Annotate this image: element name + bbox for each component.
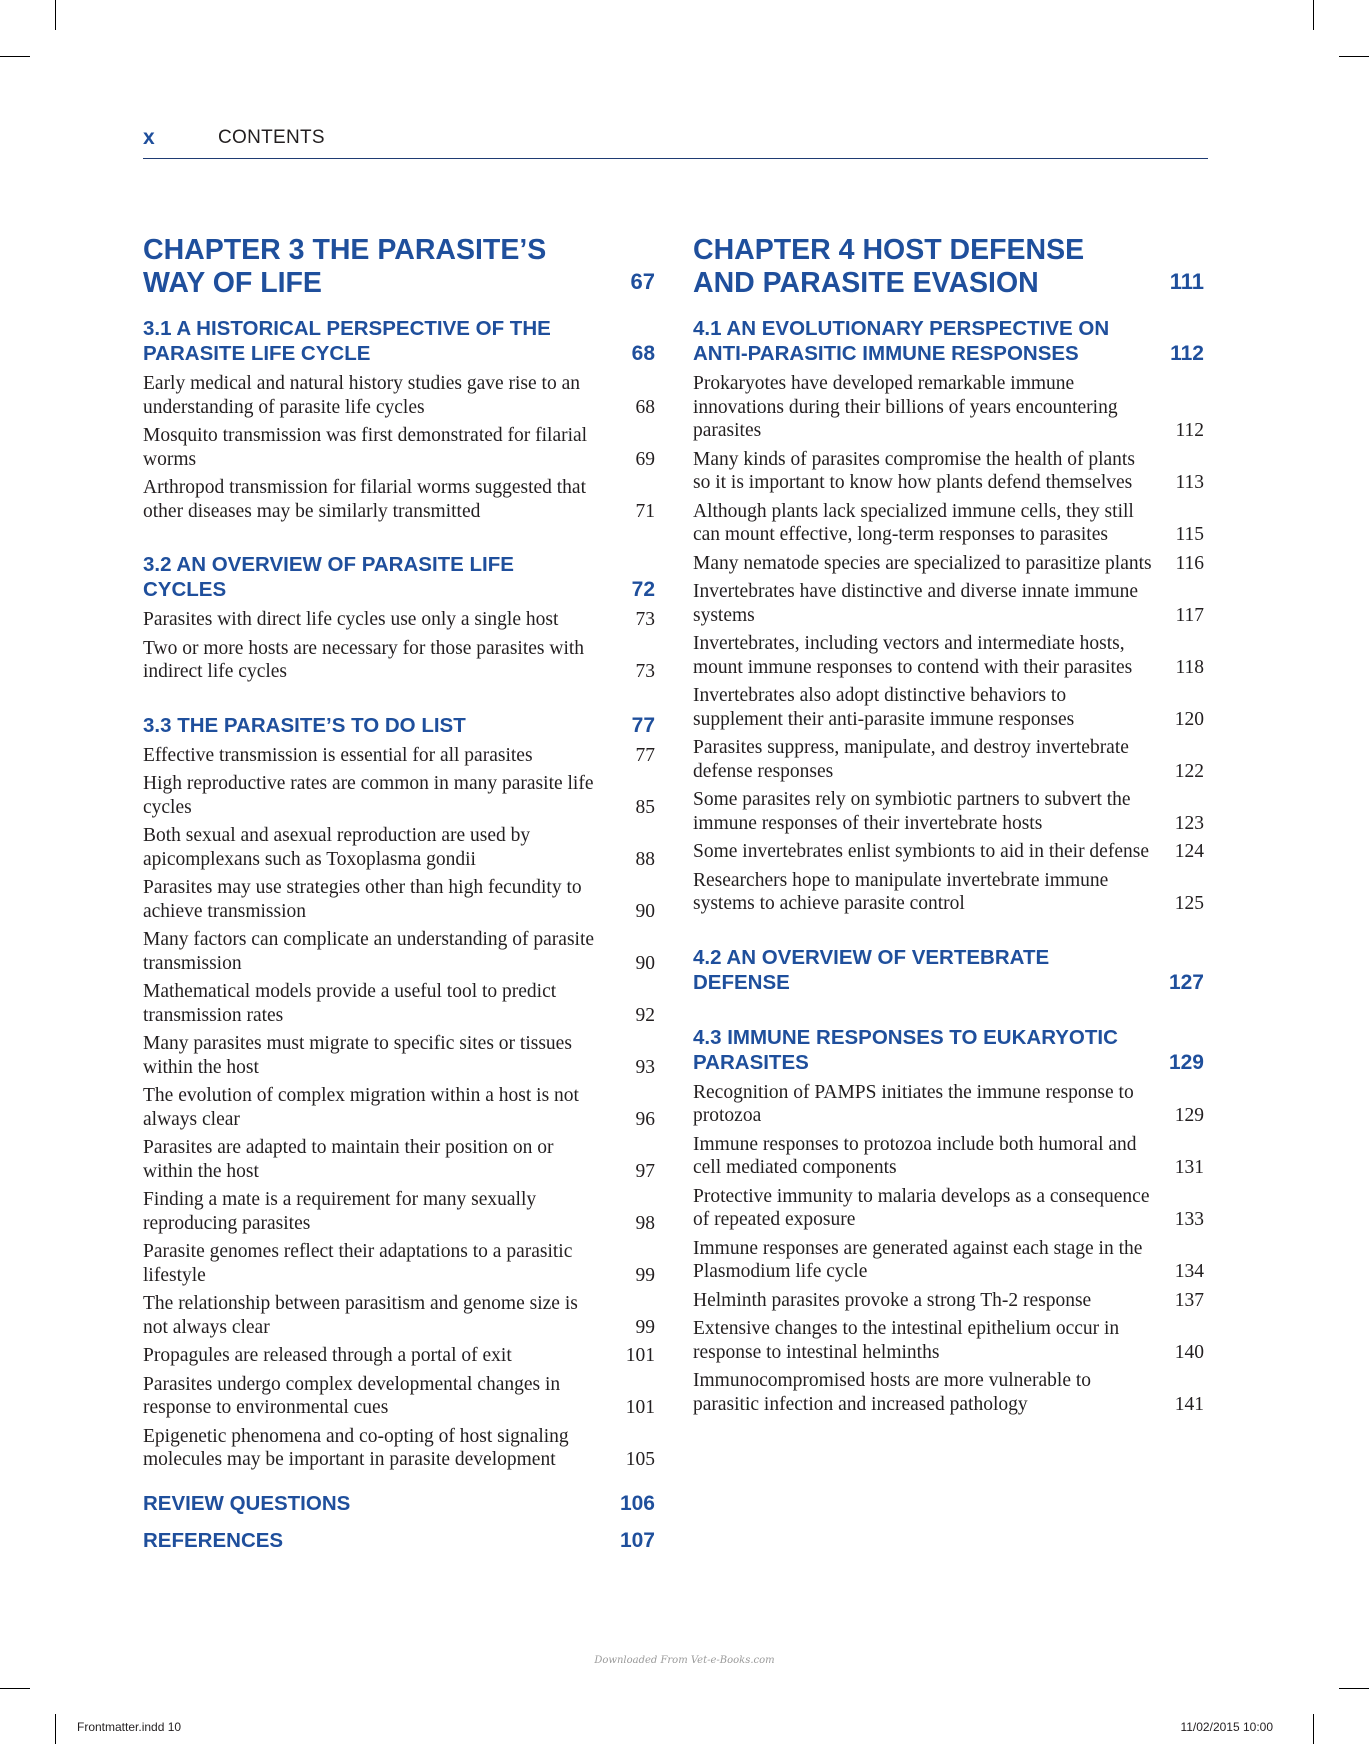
toc-entry[interactable] (143, 637, 655, 684)
toc-entry[interactable] (693, 580, 1204, 627)
entry-page: 99 (635, 1316, 655, 1338)
crop-mark (55, 0, 56, 30)
crop-mark (1313, 0, 1314, 30)
toc-entry[interactable] (143, 1136, 655, 1183)
entry-text: High reproductive rates are common in many parasite life cycles (143, 773, 594, 818)
entry-page: 85 (635, 796, 655, 818)
entry-page: 93 (635, 1056, 655, 1078)
crop-mark (1313, 1714, 1314, 1744)
chapter-heading[interactable] (143, 234, 655, 300)
toc-entry[interactable] (143, 476, 655, 523)
toc-entry[interactable] (143, 608, 655, 632)
toc-column-right (693, 234, 1204, 1421)
section-heading[interactable] (143, 713, 655, 738)
entry-text: Extensive changes to the intestinal epithelium occur in response to intestinal helminths (693, 1318, 1120, 1363)
toc-entry[interactable] (693, 500, 1204, 547)
crop-mark (55, 1714, 56, 1744)
entry-page: 140 (1174, 1341, 1204, 1363)
section-page: 127 (1168, 970, 1204, 994)
chapter-title: CHAPTER 3 THE PARASITE’S WAY OF LIFE (143, 234, 547, 299)
toc-column-left (143, 234, 655, 1559)
section-page: 112 (1170, 342, 1204, 365)
download-source-note: Downloaded From Vet-e-Books.com (594, 1655, 775, 1666)
entry-page: 117 (1175, 604, 1204, 626)
entry-text: Invertebrates, including vectors and intermediate hosts, mount immune responses to contend with their parasites (693, 633, 1133, 678)
section-title: REVIEW QUESTIONS (143, 1491, 351, 1515)
crop-mark (1339, 56, 1369, 57)
toc-entry[interactable] (693, 788, 1204, 835)
entry-page: 101 (625, 1397, 655, 1418)
section-heading[interactable] (693, 1025, 1204, 1075)
entry-page: 88 (635, 848, 655, 870)
entry-text: Researchers hope to manipulate invertebrate immune systems to achieve parasite control (693, 869, 1109, 914)
toc-entry[interactable] (143, 1188, 655, 1235)
section-heading[interactable] (693, 316, 1204, 366)
toc-entry[interactable] (693, 448, 1204, 495)
toc-entry[interactable] (143, 928, 655, 975)
chapter-title: CHAPTER 4 HOST DEFENSE AND PARASITE EVASION (693, 234, 1085, 299)
section-page: 106 (619, 1491, 655, 1515)
entry-text: Both sexual and asexual reproduction are used by apicomplexans such as Toxoplasma gondii (143, 825, 531, 870)
entry-page: 69 (635, 448, 655, 470)
toc-entry[interactable] (143, 1292, 655, 1339)
entry-page: 116 (1175, 552, 1204, 574)
entry-page: 124 (1174, 841, 1204, 862)
entry-page: 99 (635, 1264, 655, 1286)
review-questions-heading[interactable] (143, 1491, 655, 1516)
entry-text: Helminth parasites provoke a strong Th-2 response (693, 1289, 1092, 1311)
toc-entry[interactable] (693, 840, 1204, 864)
toc-entry[interactable] (693, 1237, 1204, 1284)
entry-page: 96 (635, 1108, 655, 1130)
entry-page: 97 (635, 1160, 655, 1182)
entry-page: 131 (1174, 1157, 1204, 1178)
entry-text: Propagules are released through a portal of exit (143, 1345, 512, 1366)
entry-page: 68 (635, 396, 655, 418)
entry-text: Immunocompromised hosts are more vulnerable to parasitic infection and increased pathology (693, 1370, 1092, 1415)
entry-text: Parasites undergo complex developmental changes in response to environmental cues (143, 1373, 561, 1418)
toc-entry[interactable] (693, 552, 1204, 576)
toc-entry[interactable] (143, 424, 655, 471)
entry-text: Two or more hosts are necessary for those parasites with indirect life cycles (143, 637, 585, 682)
date-slug: 11/02/2015 10:00 (1180, 1720, 1273, 1734)
page-number: x (143, 126, 155, 149)
entry-text: Arthropod transmission for filarial worms suggested that other diseases may be similarly transmitted (143, 477, 587, 522)
entry-text: Immune responses to protozoa include both humoral and cell mediated components (693, 1133, 1137, 1178)
entry-page: 137 (1174, 1289, 1204, 1311)
section-title: 3.1 A HISTORICAL PERSPECTIVE OF THE PARASITE LIFE CYCLE (143, 317, 551, 365)
section-title: 4.3 IMMUNE RESPONSES TO EUKARYOTIC PARASITES (693, 1025, 1118, 1074)
crop-mark (0, 56, 30, 57)
toc-entry[interactable] (693, 736, 1204, 783)
entry-page: 115 (1175, 524, 1204, 545)
toc-entry[interactable] (143, 1240, 655, 1287)
section-page: 77 (631, 713, 655, 737)
entry-text: Many factors can complicate an understanding of parasite transmission (143, 929, 595, 974)
entry-text: Finding a mate is a requirement for many sexually reproducing parasites (143, 1189, 537, 1234)
entry-page: 71 (635, 500, 655, 522)
entry-page: 98 (635, 1212, 655, 1234)
section-heading[interactable] (143, 316, 655, 366)
entry-text: Many kinds of parasites compromise the health of plants so it is important to know how plants defend themselves (693, 448, 1135, 493)
entry-page: 133 (1174, 1209, 1204, 1230)
entry-text: Many nematode species are specialized to parasitize plants (693, 552, 1152, 574)
entry-text: Parasite genomes reflect their adaptations to a parasitic lifestyle (143, 1241, 573, 1286)
entry-text: Many parasites must migrate to specific sites or tissues within the host (143, 1033, 572, 1078)
entry-text: Some invertebrates enlist symbionts to aid in their defense (693, 841, 1149, 862)
entry-page: 73 (635, 661, 655, 682)
toc-entry[interactable] (143, 1032, 655, 1079)
crop-mark (1339, 1688, 1369, 1689)
entry-text: Mathematical models provide a useful tool to predict transmission rates (143, 981, 557, 1026)
toc-entry[interactable] (143, 1344, 655, 1368)
entry-text: The evolution of complex migration within a host is not always clear (143, 1085, 579, 1130)
entry-text: The relationship between parasitism and genome size is not always clear (143, 1293, 578, 1338)
toc-entry[interactable] (143, 980, 655, 1027)
running-header (143, 126, 1208, 159)
toc-entry[interactable] (693, 372, 1204, 443)
entry-text: Immune responses are generated against each stage in the Plasmodium life cycle (693, 1237, 1143, 1282)
chapter-heading[interactable] (693, 234, 1204, 300)
entry-page: 134 (1174, 1261, 1204, 1282)
toc-entry[interactable] (693, 869, 1204, 916)
section-page: 107 (619, 1528, 655, 1552)
entry-page: 92 (635, 1004, 655, 1026)
section-title: REFERENCES (143, 1528, 284, 1552)
entry-text: Parasites may use strategies other than high fecundity to achieve transmission (143, 877, 582, 922)
toc-entry[interactable] (693, 632, 1204, 679)
entry-text: Parasites suppress, manipulate, and destroy invertebrate defense responses (693, 737, 1129, 782)
entry-text: Effective transmission is essential for all parasites (143, 744, 533, 766)
toc-entry[interactable] (693, 1185, 1204, 1232)
entry-page: 90 (635, 900, 655, 922)
entry-page: 105 (625, 1449, 655, 1470)
section-page: 129 (1168, 1050, 1204, 1074)
references-heading[interactable] (143, 1528, 655, 1553)
file-slug: Frontmatter.indd 10 (77, 1720, 182, 1734)
entry-text: Parasites with direct life cycles use only a single host (143, 609, 559, 630)
toc-entry[interactable] (143, 824, 655, 871)
section-title: 4.1 AN EVOLUTIONARY PERSPECTIVE ON ANTI-PARASITIC IMMUNE RESPONSES (693, 317, 1110, 365)
toc-entry[interactable] (143, 1084, 655, 1131)
entry-page: 113 (1175, 472, 1204, 493)
entry-text: Invertebrates also adopt distinctive behaviors to supplement their anti-parasite immune responses (693, 685, 1075, 730)
toc-entry[interactable] (693, 1081, 1204, 1128)
entry-page: 101 (625, 1345, 655, 1366)
crop-mark (0, 1688, 30, 1689)
entry-page: 118 (1175, 656, 1204, 678)
toc-entry[interactable] (143, 744, 655, 768)
entry-text: Although plants lack specialized immune cells, they still can mount effective, long-term responses to parasites (693, 500, 1134, 545)
section-page: 68 (631, 342, 655, 365)
section-heading[interactable] (143, 552, 655, 602)
chapter-page: 111 (1169, 269, 1204, 294)
chapter-page: 67 (630, 269, 655, 294)
entry-text: Epigenetic phenomena and co-opting of host signaling molecules may be important in parasite development (143, 1425, 569, 1470)
section-page: 72 (631, 578, 655, 601)
section-heading[interactable] (693, 945, 1204, 995)
entry-page: 112 (1175, 420, 1204, 441)
entry-page: 125 (1174, 893, 1204, 914)
entry-text: Recognition of PAMPS initiates the immune response to protozoa (693, 1081, 1134, 1126)
entry-text: Mosquito transmission was first demonstrated for filarial worms (143, 425, 588, 470)
toc-entry[interactable] (143, 1373, 655, 1420)
toc-entry[interactable] (143, 372, 655, 419)
entry-page: 90 (635, 952, 655, 974)
toc-entry[interactable] (693, 1289, 1204, 1313)
entry-page: 129 (1174, 1105, 1204, 1126)
section-title: 3.3 THE PARASITE’S TO DO LIST (143, 713, 466, 737)
entry-text: Invertebrates have distinctive and diverse innate immune systems (693, 581, 1139, 626)
entry-page: 120 (1174, 708, 1204, 730)
entry-text: Parasites are adapted to maintain their position on or within the host (143, 1137, 554, 1182)
entry-text: Some parasites rely on symbiotic partners to subvert the immune responses of their invertebrate hosts (693, 789, 1131, 834)
toc-entry[interactable] (143, 772, 655, 819)
entry-page: 73 (635, 609, 655, 630)
running-title: CONTENTS (218, 127, 325, 148)
toc-entry[interactable] (143, 1425, 655, 1472)
entry-page: 123 (1174, 812, 1204, 834)
entry-text: Prokaryotes have developed remarkable immune innovations during their billions of years encountering parasites (693, 373, 1118, 441)
entry-page: 122 (1174, 760, 1204, 782)
toc-entry[interactable] (143, 876, 655, 923)
entry-page: 77 (635, 744, 655, 766)
toc-entry[interactable] (693, 1317, 1204, 1364)
toc-entry[interactable] (693, 1133, 1204, 1180)
entry-text: Protective immunity to malaria develops as a consequence of repeated exposure (693, 1185, 1150, 1230)
entry-page: 141 (1174, 1393, 1204, 1415)
toc-entry[interactable] (693, 684, 1204, 731)
entry-text: Early medical and natural history studies gave rise to an understanding of parasite life cycles (143, 373, 580, 418)
toc-entry[interactable] (693, 1369, 1204, 1416)
section-title: 4.2 AN OVERVIEW OF VERTEBRATE DEFENSE (693, 945, 1050, 994)
section-title: 3.2 AN OVERVIEW OF PARASITE LIFE CYCLES (143, 553, 514, 601)
